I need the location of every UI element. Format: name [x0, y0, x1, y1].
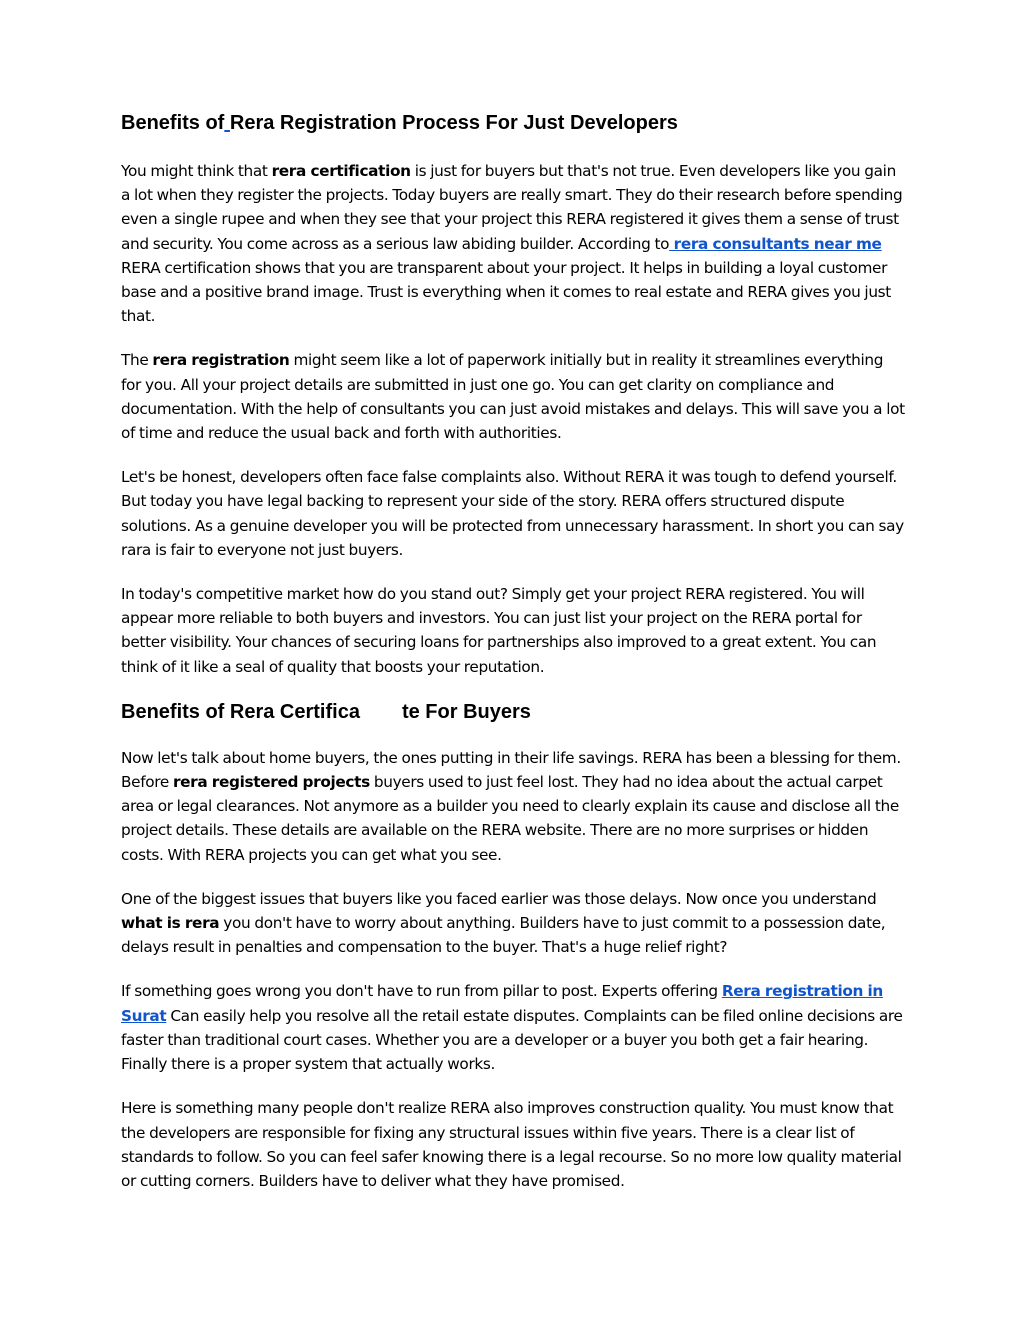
paragraph-false-complaints: Let's be honest, developers often face false complaints also. Without RERA it was tough to defend yourself. But today you have legal backing to represent your side of the story. RERA offers structured dispute solutions. As a genuine developer you will be protected from unnecessary harassment. In short you can say rara is fair to everyone not just buyers. [121, 468, 904, 559]
paragraph-disputes [121, 979, 906, 1076]
bold-text: rera registered projects [172, 773, 370, 792]
document-page [121, 110, 906, 1213]
text: Can easily help you resolve all the retail estate disputes. Complaints can be filed online decisions are faster than traditional court cases. Whether you are a developer or a buyer you both get a fair hearing. Finally there is a proper system that actually works. [121, 1006, 903, 1074]
paragraph-delays [121, 887, 906, 960]
paragraph-rera-registration [121, 348, 906, 445]
link-rera-consultants[interactable]: rera consultants near me [669, 234, 882, 253]
heading-text: Benefits of Rera Certifica [121, 700, 360, 723]
link-rera-registration-surat[interactable]: Rera registration in Surat [121, 982, 883, 1025]
text: Now let's talk about home buyers, the ones putting in their life savings. RERA has been a blessing for them. Before [121, 748, 901, 792]
text: RERA certification shows that you are transparent about your project. It helps in building a loyal customer base and a positive brand image. Trust is everything when it comes to real estate and RERA gives you just that. [121, 258, 891, 326]
text: If something goes wrong you don't have to run from pillar to post. Experts offering [121, 982, 722, 1001]
heading-text: Benefits of [121, 112, 225, 134]
text: buyers used to just feel lost. They had no idea about the actual carpet area or legal clearances. Not anymore as a builder you need to clearly explain its cause and disclose all the project details. These details are available on the RERA website. There are no more surprises or hidden costs. With RERA projects you can get what you see. [121, 773, 899, 864]
bold-text: what is rera [121, 914, 220, 933]
text: is just for buyers but that's not true. Even developers like you gain a lot when they register the projects. Today buyers are really smart. They do their research before spending even a single rupee and when they see that your project this RERA registered it gives them a sense of trust and security. You come across as a serious law abiding builder. According to [121, 162, 903, 253]
text: One of the biggest issues that buyers like you faced earlier was those delays. Now once you understand [121, 889, 877, 908]
text: You might think that [121, 162, 272, 180]
heading-buyer-benefits [121, 699, 906, 725]
heading-text: Rera Registration Process For Just Developers [229, 112, 678, 134]
bold-text: rera certification [271, 162, 411, 180]
text: you don't have to worry about anything. Builders have to just commit to a possession date, delays result in penalties and compensation to the buyer. That's a huge relief right? [121, 914, 886, 957]
heading-text: te For Buyers [401, 700, 531, 723]
paragraph-rera-certification [121, 159, 906, 328]
paragraph-construction-quality: Here is something many people don't realize RERA also improves construction quality. You must know that the developers are responsible for fixing any structural issues within five years. There is a clear list of standards to follow. So you can feel safer knowing there is a legal recourse. So no more low quality material or cutting corners. Builders have to deliver what they have promised. [121, 1099, 902, 1190]
paragraph-home-buyers [121, 746, 906, 867]
paragraph-competitive-market: In today's competitive market how do you stand out? Simply get your project RERA registered. You will appear more reliable to both buyers and investors. You can just list your project on the RERA portal for better visibility. Your chances of securing loans for partnerships also improved to a great extent. You can think of it like a seal of quality that boosts your reputation. [121, 585, 877, 676]
text: The [121, 351, 153, 370]
bold-text: rera registration [152, 351, 290, 370]
text: might seem like a lot of paperwork initially but in reality it streamlines everything for you. All your project details are submitted in just one go. You can get clarity on compliance and documentation. With the help of consultants you can just avoid mistakes and delays. This will save you a lot of time and reduce the usual back and forth with authorities. [121, 351, 905, 443]
heading-developer-benefits [121, 110, 906, 136]
